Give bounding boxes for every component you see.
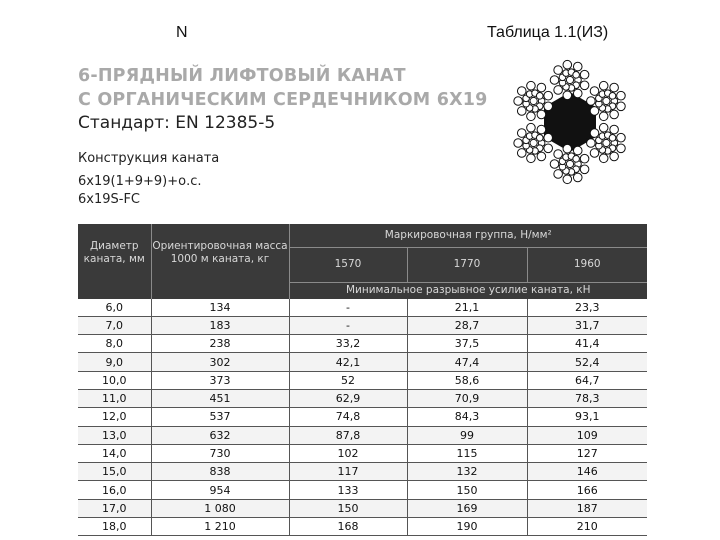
table-caption: Таблица 1.1(ИЗ) [487, 24, 609, 41]
table-cell-g2: 99 [407, 426, 527, 444]
table-cell-g2: 132 [407, 463, 527, 481]
table-cell-g1: 33,2 [289, 335, 407, 353]
table-row [78, 481, 647, 499]
table-cell-m: 302 [151, 353, 289, 371]
construction-formula-1: 6x19(1+9+9)+о.с. [78, 174, 202, 189]
rope-cross-section-icon [505, 52, 635, 192]
table-cell-m: 730 [151, 444, 289, 462]
table-cell-m: 238 [151, 335, 289, 353]
table-cell-g3: 109 [527, 426, 647, 444]
table-cell-g1: - [289, 316, 407, 334]
table-row [78, 518, 647, 536]
table-cell-g3: 187 [527, 499, 647, 517]
table-header-row [78, 224, 647, 248]
table-cell-m: 1 210 [151, 518, 289, 536]
table-cell-g2: 115 [407, 444, 527, 462]
header-mass: Ориентировочная масса 1000 м каната, кг [151, 224, 289, 282]
header-diameter: Диаметр каната, мм [78, 224, 151, 282]
table-cell-d: 11,0 [78, 389, 151, 407]
table-cell-g3: 23,3 [527, 299, 647, 317]
table-cell-d: 15,0 [78, 463, 151, 481]
product-title-line-1: 6-ПРЯДНЫЙ ЛИФТОВЫЙ КАНАТ [78, 66, 406, 86]
table-cell-d: 13,0 [78, 426, 151, 444]
table-cell-m: 183 [151, 316, 289, 334]
table-cell-g1: 62,9 [289, 389, 407, 407]
header-group-1960: 1960 [527, 248, 647, 282]
table-cell-g1: - [289, 299, 407, 317]
table-cell-g3: 41,4 [527, 335, 647, 353]
table-cell-g3: 146 [527, 463, 647, 481]
header-group-1770: 1770 [407, 248, 527, 282]
table-cell-g1: 150 [289, 499, 407, 517]
table-cell-g3: 64,7 [527, 371, 647, 389]
table-row [78, 463, 647, 481]
table-cell-m: 134 [151, 299, 289, 317]
table-cell-m: 537 [151, 408, 289, 426]
table-cell-m: 373 [151, 371, 289, 389]
table-cell-d: 12,0 [78, 408, 151, 426]
table-cell-g3: 93,1 [527, 408, 647, 426]
table-cell-g3: 210 [527, 518, 647, 536]
table-cell-g1: 42,1 [289, 353, 407, 371]
table-row [78, 316, 647, 334]
table-row [78, 499, 647, 517]
table-cell-d: 8,0 [78, 335, 151, 353]
table-cell-d: 14,0 [78, 444, 151, 462]
table-row [78, 408, 647, 426]
table-cell-g2: 190 [407, 518, 527, 536]
table-cell-g2: 58,6 [407, 371, 527, 389]
table-cell-g1: 133 [289, 481, 407, 499]
table-cell-m: 451 [151, 389, 289, 407]
table-cell-d: 10,0 [78, 371, 151, 389]
table-cell-d: 16,0 [78, 481, 151, 499]
header-force: Минимальное разрывное усилие каната, кН [289, 282, 647, 299]
table-cell-g2: 37,5 [407, 335, 527, 353]
table-cell-d: 18,0 [78, 518, 151, 536]
table-cell-g3: 78,3 [527, 389, 647, 407]
table-cell-g2: 70,9 [407, 389, 527, 407]
table-cell-d: 7,0 [78, 316, 151, 334]
table-row [78, 444, 647, 462]
table-cell-g3: 166 [527, 481, 647, 499]
table-cell-g2: 21,1 [407, 299, 527, 317]
table-cell-m: 632 [151, 426, 289, 444]
table-cell-g1: 117 [289, 463, 407, 481]
table-cell-g3: 127 [527, 444, 647, 462]
product-title-line-2: С ОРГАНИЧЕСКИМ СЕРДЕЧНИКОМ 6Х19 [78, 90, 488, 110]
table-cell-g2: 169 [407, 499, 527, 517]
table-cell-m: 954 [151, 481, 289, 499]
table-cell-g1: 52 [289, 371, 407, 389]
construction-formula-2: 6x19S-FC [78, 192, 141, 207]
construction-label: Конструкция каната [78, 151, 220, 166]
table-row [78, 426, 647, 444]
specification-table [78, 224, 647, 536]
table-cell-g2: 150 [407, 481, 527, 499]
table-cell-g1: 168 [289, 518, 407, 536]
table-cell-g3: 31,7 [527, 316, 647, 334]
table-row [78, 371, 647, 389]
table-cell-d: 17,0 [78, 499, 151, 517]
table-cell-g2: 28,7 [407, 316, 527, 334]
table-cell-g1: 87,8 [289, 426, 407, 444]
table-cell-m: 838 [151, 463, 289, 481]
header-group: Маркировочная группа, Н/мм² [289, 224, 647, 248]
table-row [78, 335, 647, 353]
table-cell-g2: 47,4 [407, 353, 527, 371]
table-row [78, 353, 647, 371]
table-row [78, 299, 647, 317]
page-number-label: N [176, 24, 188, 41]
table-cell-m: 1 080 [151, 499, 289, 517]
table-cell-d: 9,0 [78, 353, 151, 371]
table-cell-d: 6,0 [78, 299, 151, 317]
header-group-1570: 1570 [289, 248, 407, 282]
table-row [78, 389, 647, 407]
product-standard: Стандарт: EN 12385-5 [78, 113, 276, 133]
table-cell-g2: 84,3 [407, 408, 527, 426]
table-cell-g3: 52,4 [527, 353, 647, 371]
table-cell-g1: 102 [289, 444, 407, 462]
table-cell-g1: 74,8 [289, 408, 407, 426]
